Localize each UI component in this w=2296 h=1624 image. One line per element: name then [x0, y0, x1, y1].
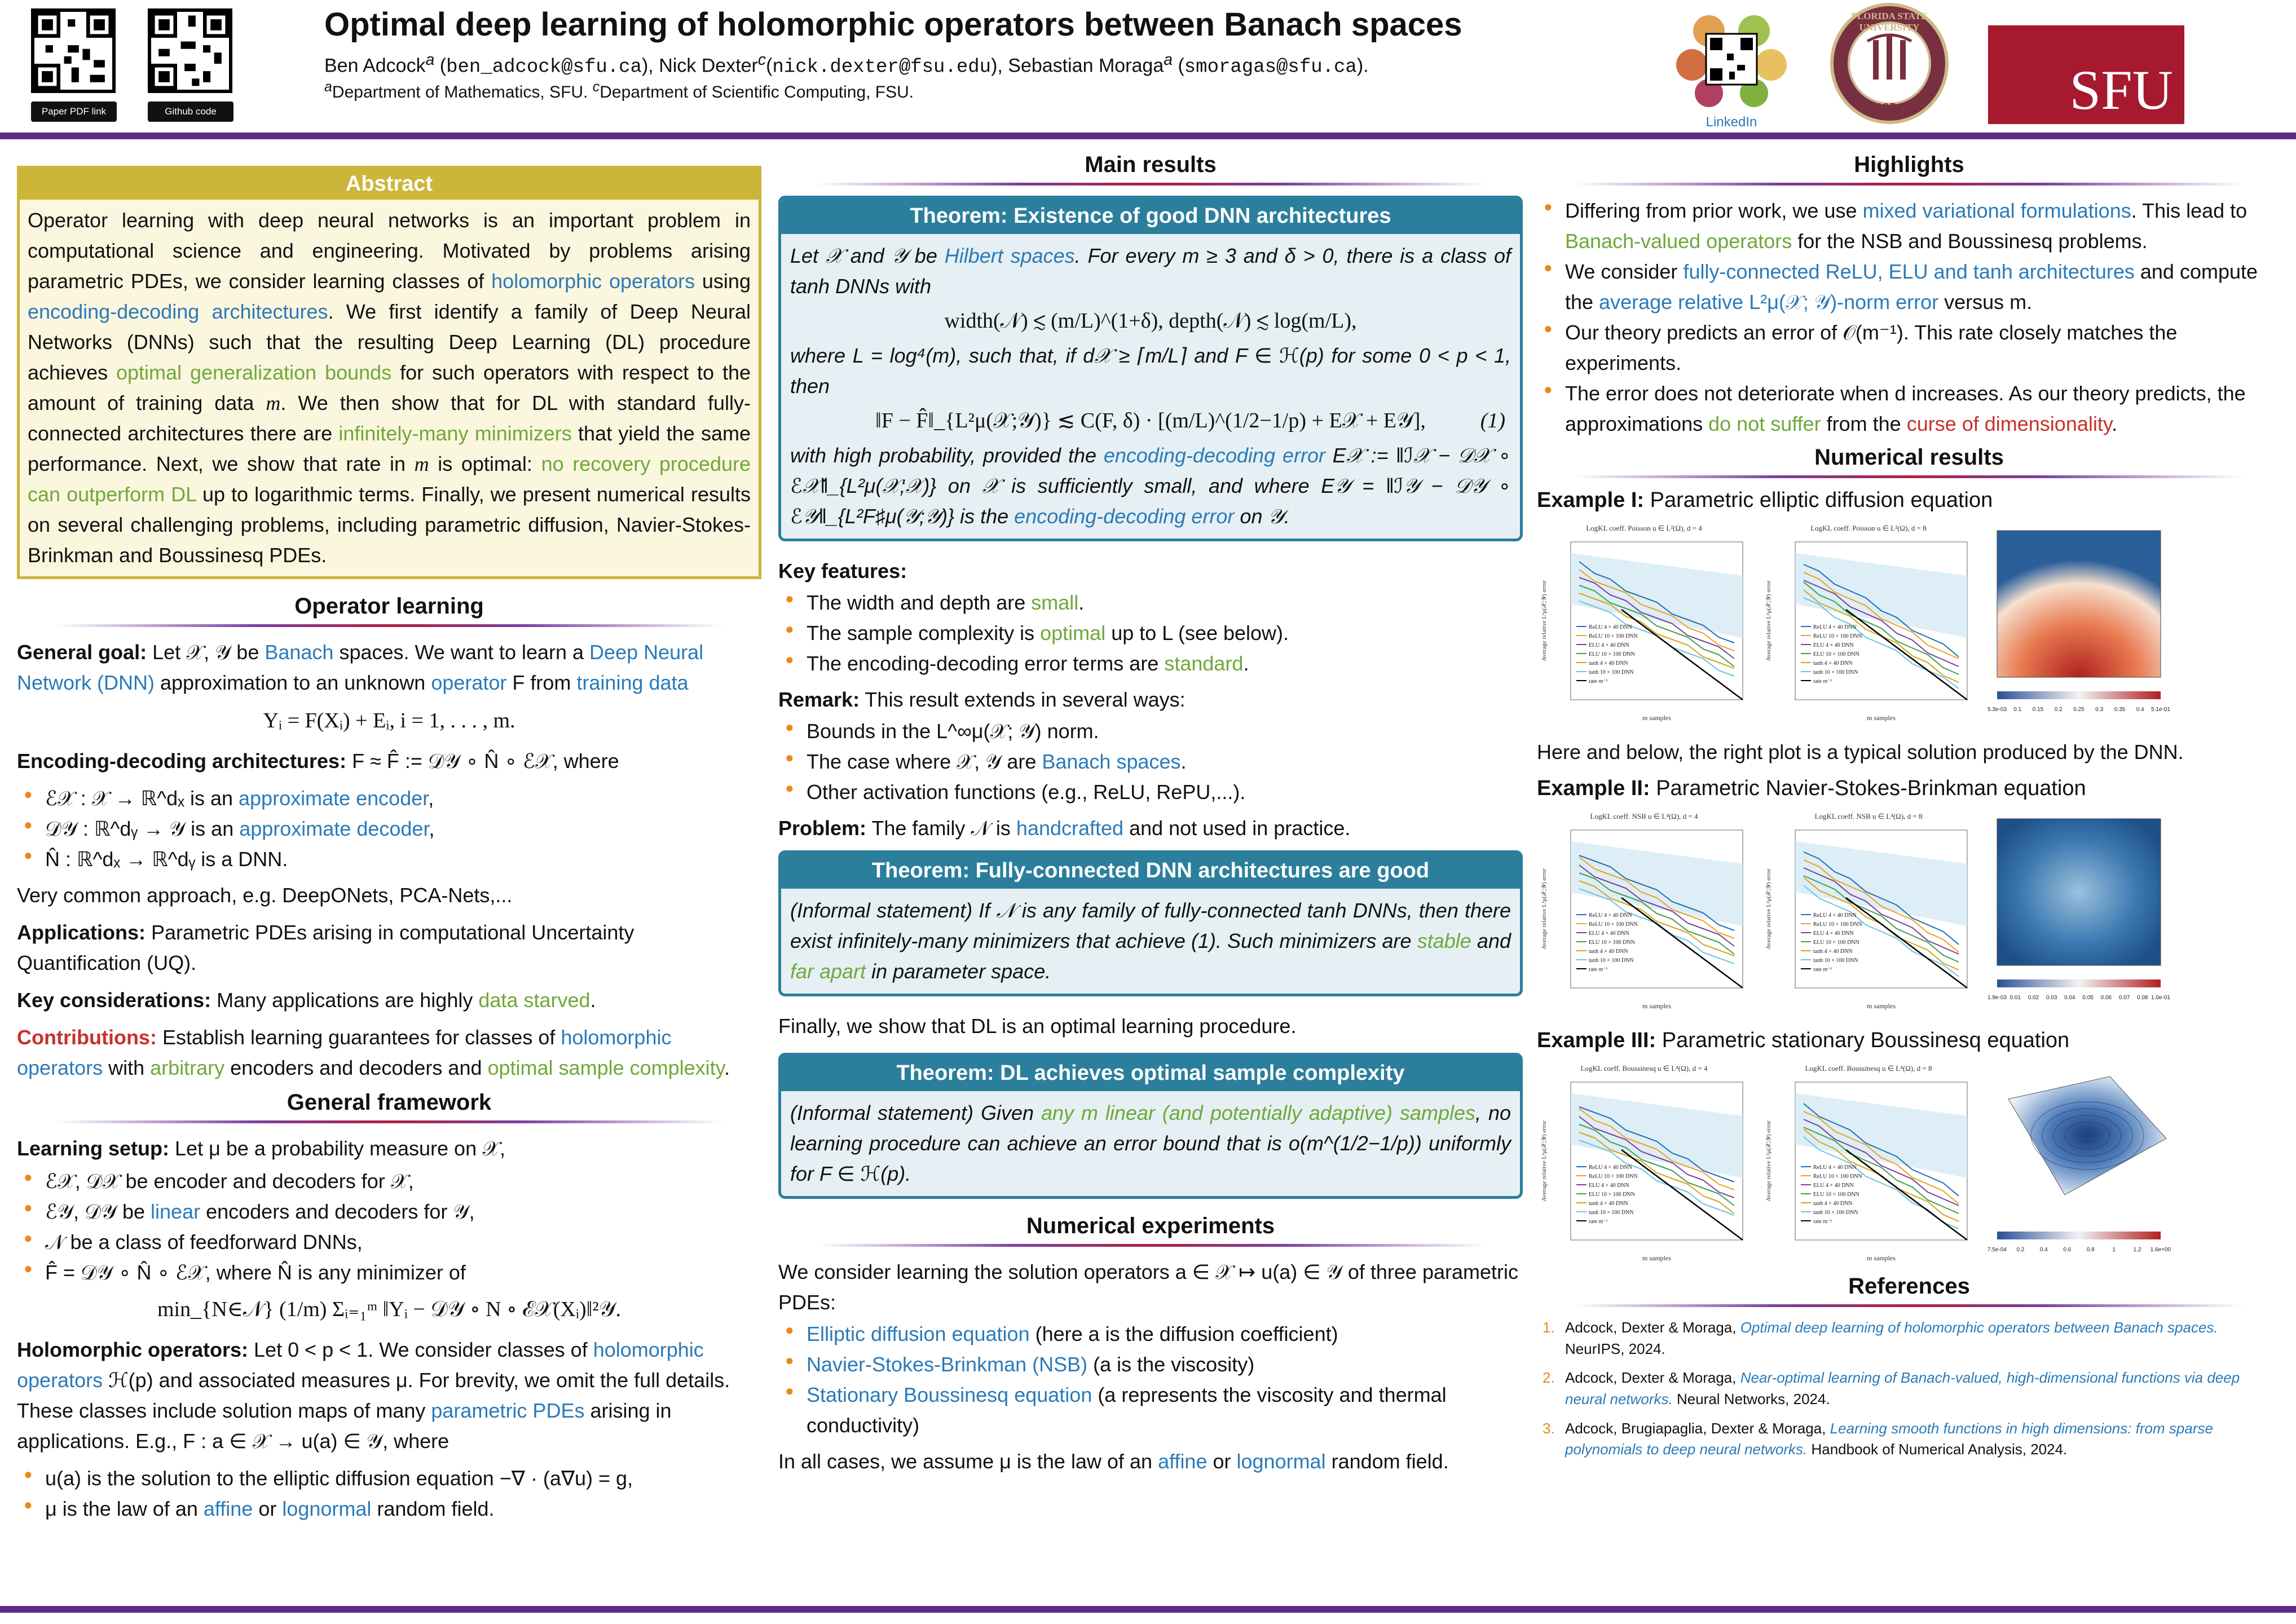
legend-label: ReLU 10 × 100 DNN [1589, 921, 1638, 928]
list-item: ● F̂ = 𝒟𝒴 ∘ N̂ ∘ ℰ𝒳, where N̂ is any minimizer of [17, 1257, 761, 1288]
example-1-figures [1537, 519, 2281, 728]
training-data-equation: Yᵢ = F(Xᵢ) + Eᵢ, i = 1, . . . , m. [263, 709, 515, 732]
colorbar [1997, 691, 2161, 699]
legend-label: ELU 10 × 100 DNN [1813, 651, 1859, 657]
abstract-title: Abstract [20, 169, 759, 200]
colorbar [1997, 1232, 2161, 1239]
author-2: Nick Dexter [659, 55, 758, 77]
legend-label: ELU 4 × 40 DNN [1589, 930, 1629, 937]
plot-ex1-d8 [1761, 519, 1976, 728]
legend-label: ELU 10 × 100 DNN [1589, 1191, 1635, 1198]
reference-item: 1. Adcock, Dexter & Moraga, Optimal deep learning of holomorphic operators between Banach spaces. NeurIPS, 2024. [1543, 1319, 2218, 1357]
paper-qr-code[interactable] [31, 8, 116, 93]
theorem-1-title: Theorem: Existence of good DNN architectures [781, 198, 1520, 234]
legend-label: ReLU 10 × 100 DNN [1813, 921, 1862, 928]
legend-label: tanh 4 × 40 DNN [1589, 948, 1628, 955]
solution-field [1997, 819, 2161, 965]
legend-label: tanh 4 × 40 DNN [1813, 1201, 1853, 1207]
legend-label: ReLU 10 × 100 DNN [1813, 1173, 1862, 1180]
colorbar-tick-label: 0.4 [2136, 707, 2144, 713]
legend-label: ReLU 10 × 100 DNN [1589, 633, 1638, 639]
general-framework-body: Learning setup: Let μ be a probability measure on 𝒳, ● ℰ𝒳, 𝒟𝒳 be encoder and decoders for 𝒳, ● ℰ𝒴, 𝒟𝒴 be linear encoders and decoders for 𝒴, ● 𝒩 be a class of feedforward DNNs, ● F̂ = 𝒟𝒴 ∘ N̂ ∘ ℰ𝒳, where N̂ is any minimizer of min_{N∈𝒩} (1/m) Σᵢ₌₁ᵐ ‖Yᵢ − 𝒟𝒴 ∘ N ∘ ℰ𝒳(Xᵢ)‖²𝒴. Holomorphic operators: Let 0 < p < 1. We consider classes of holomorphic operators ℋ(p) and associated measures μ. For brevity, we omit the full details. These classes include solution maps of many parametric PDEs arising in applications. E.g., F : a ∈ 𝒳 → u(a) ∈ 𝒴, where ● u(a) is the solution to the elliptic diffusion equation −∇ · (a∇u) = g, ● μ is the law of an affine or lognormal random field. [17, 1133, 761, 1524]
list-item: ● The error does not deteriorate when d increases. As our theory predicts, the approximations do not suffer from the curse of dimensionality. [1537, 378, 2281, 439]
legend-label: ReLU 4 × 40 DNN [1589, 1164, 1632, 1171]
poster-header [0, 0, 2296, 135]
affiliation-sfu: Department of Mathematics, SFU. [332, 83, 588, 102]
colorbar-tick-label: 0.15 [2032, 707, 2044, 713]
legend-label: rate m⁻¹ [1589, 678, 1608, 685]
legend-label: rate m⁻¹ [1813, 967, 1832, 973]
colorbar-tick-label: 0.02 [2028, 995, 2039, 1001]
legend-label: ReLU 4 × 40 DNN [1589, 624, 1632, 630]
x-axis-label: m samples [1867, 1254, 1896, 1262]
y-axis-label: Average relative L²μ(𝒳;𝒴) error [1765, 1120, 1772, 1202]
colorbar-tick-label: 1.2 [2133, 1247, 2141, 1253]
qr-icon [34, 12, 112, 90]
list-item: ● The sample complexity is optimal up to L (see below). [778, 618, 1523, 648]
author-line: Ben Adcock$^a$ (ben_adcock@sfu.ca), Nick Dexter$^c$(nick.dexter@fsu.edu), Sebastian Moraga$^a$ (smoragas@sfu.ca). [324, 51, 1369, 78]
list-item: ● ℰ𝒳 : 𝒳 → ℝ^dₓ is an approximate encoder, [17, 783, 761, 814]
theorem-3-body: (Informal statement) Given any m linear (and potentially adaptive) samples, no learning procedure can achieve an error bound that is o(m^(1/2−1/p)) uniformly for F ∈ ℋ(p). [790, 1101, 1511, 1185]
solution-field [1997, 531, 2161, 677]
list-item: ● N̂ : ℝ^dₓ → ℝ^dᵧ is a DNN. [17, 844, 761, 875]
reference-link[interactable]: Learning smooth functions in high dimensions: from sparse polynomials to deep neural networks. [1565, 1419, 2213, 1458]
width-depth-equation: width(𝒩) ≲ (m/L)^(1+δ), depth(𝒩) ≲ log(m/L), [944, 309, 1357, 333]
legend-label: ReLU 4 × 40 DNN [1589, 912, 1632, 919]
holomorphic-list [17, 1463, 761, 1524]
colorbar-tick-label: 0.04 [2064, 995, 2075, 1001]
remark-list [778, 716, 1523, 807]
list-item: ● Stationary Boussinesq equation (a represents the viscosity and thermal conductivity) [778, 1380, 1523, 1441]
legend-label: tanh 10 × 100 DNN [1589, 957, 1634, 964]
example-3-figures [1537, 1060, 2281, 1268]
colorbar-tick-label: 0.6 [2063, 1247, 2072, 1253]
legend-label: ELU 4 × 40 DNN [1589, 1182, 1629, 1189]
plot-ex2-d8 [1761, 807, 1976, 1016]
optimal-procedure-note: Finally, we show that DL is an optimal learning procedure. [778, 1014, 1297, 1038]
plot-title: LogKL coeff. Poisson u ∈ L²(Ω), d = 8 [1810, 524, 1927, 532]
colorbar-tick-label: 0.08 [2137, 995, 2148, 1001]
colorbar-tick-label: 0.03 [2046, 995, 2057, 1001]
legend-label: tanh 10 × 100 DNN [1589, 669, 1634, 676]
leaf-qr-icon [1675, 8, 1788, 121]
section-main-results-title: Main results [778, 152, 1523, 186]
list-item: ● The encoding-decoding error terms are standard. [778, 648, 1523, 679]
list-item: ● Bounds in the L^∞μ(𝒳; 𝒴) norm. [778, 716, 1523, 747]
legend-label: ReLU 4 × 40 DNN [1813, 624, 1857, 630]
list-item: ● Elliptic diffusion equation (here a is the diffusion coefficient) [778, 1319, 1523, 1349]
header-divider [0, 133, 2296, 139]
y-axis-label: Average relative L²μ(𝒳;𝒴) error [1765, 580, 1772, 661]
list-item: ● Other activation functions (e.g., ReLU, RePU,...). [778, 777, 1523, 807]
sfu-logo: SFU [1988, 25, 2184, 124]
plot-ex3-d4 [1537, 1060, 1751, 1268]
column-left [17, 152, 761, 1530]
theorem-1-box [778, 196, 1523, 541]
example-2-figures [1537, 807, 2281, 1016]
minimizer-equation: min_{N∈𝒩} (1/m) Σᵢ₌₁ᵐ ‖Yᵢ − 𝒟𝒴 ∘ N ∘ ℰ𝒳(Xᵢ)‖²𝒴. [157, 1298, 622, 1321]
common-approach-note: Very common approach, e.g. DeepONets, PCA-Nets,... [17, 884, 513, 907]
author-1: Ben Adcock [324, 55, 426, 77]
section-numerical-experiments-title: Numerical experiments [778, 1213, 1523, 1247]
colorbar-tick-label: 0.1 [2013, 707, 2022, 713]
plot-title: LogKL coeff. Boussinesq u ∈ L⁴(Ω), d = 4 [1580, 1064, 1708, 1073]
paper-pdf-link-label[interactable]: Paper PDF link [31, 102, 117, 122]
legend-label: ELU 10 × 100 DNN [1813, 1191, 1859, 1198]
x-axis-label: m samples [1867, 714, 1896, 722]
plot-title: LogKL coeff. NSB u ∈ L⁴(Ω), d = 8 [1814, 812, 1923, 820]
error-bound-equation: ‖F − F̂‖_{L²μ(𝒳;𝒴)} ≲ C(F, δ) · [(m/L)^(1/2−1/p) + E𝒳 + E𝒴], (1) [875, 409, 1505, 433]
highlights-list [1537, 196, 2281, 439]
legend-label: rate m⁻¹ [1589, 967, 1608, 973]
y-axis-label: Average relative L²μ(𝒳;𝒴) error [1541, 868, 1548, 950]
legend-label: ReLU 10 × 100 DNN [1813, 633, 1862, 639]
theorem-3-title: Theorem: DL achieves optimal sample complexity [781, 1056, 1520, 1091]
list-item: ● The width and depth are small. [778, 588, 1523, 618]
section-operator-learning-title: Operator learning [17, 594, 761, 627]
colorbar-tick-label: 1.6e+00 [2150, 1247, 2171, 1253]
x-axis-label: m samples [1642, 1002, 1671, 1010]
legend-label: tanh 10 × 100 DNN [1813, 957, 1858, 964]
author-3: Sebastian Moraga [1008, 55, 1164, 77]
numerical-experiments-body: We consider learning the solution operators a ∈ 𝒳 ↦ u(a) ∈ 𝒴 of three parametric PDEs: ● Elliptic diffusion equation (here a is the diffusion coefficient) ● Navier-Stokes-Brinkman (NSB) (a is the viscosity) ● Stationary Boussinesq equation (a represents the viscosity and thermal conductivity) In all cases, we assume μ is the law of an affine or lognormal random field. [778, 1257, 1523, 1477]
theorem-3-box [778, 1053, 1523, 1199]
section-general-framework-title: General framework [17, 1090, 761, 1123]
y-axis-label: Average relative L²μ(𝒳;𝒴) error [1541, 1120, 1548, 1202]
colorbar-tick-label: 0.2 [2016, 1247, 2025, 1253]
list-item: ● 𝒟𝒴 : ℝ^dᵧ → 𝒴 is an approximate decoder, [17, 814, 761, 844]
legend-label: tanh 4 × 40 DNN [1813, 660, 1853, 667]
section-references-title: References [1537, 1274, 2281, 1307]
author-2-email[interactable]: nick.dexter@fsu.edu [772, 56, 991, 78]
legend-label: ReLU 4 × 40 DNN [1813, 1164, 1857, 1171]
plot-title: LogKL coeff. Boussinesq u ∈ L⁴(Ω), d = 8 [1805, 1064, 1932, 1073]
example-note: Here and below, the right plot is a typical solution produced by the DNN. [1537, 740, 2184, 764]
footer-divider [0, 1606, 2296, 1613]
colorbar-tick-label: 5.1e-01 [2151, 707, 2170, 713]
reference-item: 2. Adcock, Dexter & Moraga, Near-optimal learning of Banach-valued, high-dimensional functions via deep neural networks. Neural Networks, 2024. [1543, 1369, 2240, 1408]
legend-label: ReLU 4 × 40 DNN [1813, 912, 1857, 919]
y-axis-label: Average relative L²μ(𝒳;𝒴) error [1541, 580, 1548, 661]
legend-label: ELU 10 × 100 DNN [1813, 939, 1859, 946]
theorem-1-body: Let 𝒳 and 𝒴 be Hilbert spaces. For every m ≥ 3 and δ > 0, there is a class of tanh DNNs with width(𝒩) ≲ (m/L)^(1+δ), depth(𝒩) ≲ log(m/L), where L = log⁴(m), such that, if d𝒳 ≥ ⌈m/L⌉ and F ∈ ℋ(p) for some 0 < p < 1, then ‖F − F̂‖_{L²μ(𝒳;𝒴)} ≲ C(F, δ) · [(m/L)^(1/2−1/p) + E𝒳 + E𝒴], (1) with high probability, provided the encoding-decoding error E𝒳 := ‖ℐ𝒳 − 𝒟𝒳 ∘ ℰ𝒳‖_{L²μ(𝒳;𝒳)} on 𝒳 is sufficiently small, and where E𝒴 = ‖ℐ𝒴 − 𝒟𝒴 ∘ ℰ𝒴‖_{L²F♯μ(𝒴;𝒴)} is the encoding-decoding error on 𝒴. [790, 244, 1511, 528]
colorbar-tick-label: 1.0e-01 [2151, 995, 2170, 1001]
legend-label: ReLU 10 × 100 DNN [1589, 1173, 1638, 1180]
fsu-seal-text: FLORIDA STATE UNIVERSITY [1851, 11, 1928, 33]
solution-ex1 [1986, 519, 2178, 728]
plot-ex1-d4 [1537, 519, 1751, 728]
list-item: ● The case where 𝒳, 𝒴 are Banach spaces. [778, 747, 1523, 777]
colorbar-tick-label: 0.3 [2095, 707, 2104, 713]
reference-link[interactable]: Optimal deep learning of holomorphic operators between Banach spaces. [1740, 1319, 2218, 1336]
colorbar-tick-label: 7.5e-04 [1987, 1247, 2007, 1253]
example-1-title: Example I: Parametric elliptic diffusion equation [1537, 488, 1993, 512]
theorem-2-body: (Informal statement) If 𝒩 is any family of fully-connected tanh DNNs, then there exist infinitely-many minimizers that achieve (1). Such minimizers are stable and far apart in parameter space. [790, 899, 1511, 983]
legend-label: tanh 4 × 40 DNN [1589, 660, 1628, 667]
pde-list [778, 1319, 1523, 1441]
colorbar-tick-label: 0.35 [2114, 707, 2126, 713]
colorbar-tick-label: 0.8 [2086, 1247, 2095, 1253]
legend-label: tanh 4 × 40 DNN [1813, 948, 1853, 955]
plot-ex2-d4 [1537, 807, 1751, 1016]
list-item: ● We consider fully-connected ReLU, ELU and tanh architectures and compute the average relative L²μ(𝒳; 𝒴)-norm error versus m. [1537, 257, 2281, 317]
linkedin-qr-logo[interactable] [1675, 8, 1788, 130]
operator-learning-body: General goal: Let 𝒳, 𝒴 be Banach spaces. We want to learn a Deep Neural Network (DNN) approximation to an unknown operator F from training data Yᵢ = F(Xᵢ) + Eᵢ, i = 1, . . . , m. Encoding-decoding architectures: F ≈ F̂ := 𝒟𝒴 ∘ N̂ ∘ ℰ𝒳, where ● ℰ𝒳 : 𝒳 → ℝ^dₓ is an approximate encoder, ● 𝒟𝒴 : ℝ^dᵧ → 𝒴 is an approximate decoder, ● N̂ : ℝ^dₓ → ℝ^dᵧ is a DNN. Very common approach, e.g. DeepONets, PCA-Nets,... Applications: Parametric PDEs arising in computational Uncertainty Quantification (UQ). Key considerations: Many applications are highly data starved. Contributions: Establish learning guarantees for classes of holomorphic operators with arbitrary encoders and decoders and optimal sample complexity. [17, 637, 761, 1083]
list-item: ● ℰ𝒴, 𝒟𝒴 be linear encoders and decoders for 𝒴, [17, 1197, 761, 1227]
qr-icon [151, 12, 229, 90]
plot-title: LogKL coeff. NSB u ∈ L⁴(Ω), d = 4 [1590, 812, 1698, 820]
colorbar-tick-label: 0.07 [2118, 995, 2130, 1001]
list-item: ● u(a) is the solution to the elliptic diffusion equation −∇ · (a∇u) = g, [17, 1463, 761, 1494]
theorem-2-box [778, 850, 1523, 996]
key-features-body: Key features: ● The width and depth are small. ● The sample complexity is optimal up to L (see below). ● The encoding-decoding error terms are standard. Remark: This result extends in several ways: ● Bounds in the L^∞μ(𝒳; 𝒴) norm. ● The case where 𝒳, 𝒴 are Banach spaces. ● Other activation functions (e.g., ReLU, RePU,...). Problem: The family 𝒩 is handcrafted and not used in practice. [778, 556, 1523, 844]
list-item: ● ℰ𝒳, 𝒟𝒳 be encoder and decoders for 𝒳, [17, 1166, 761, 1197]
author-3-email[interactable]: smoragas@sfu.ca [1184, 56, 1357, 78]
legend-label: tanh 10 × 100 DNN [1813, 669, 1858, 676]
section-numerical-results-title: Numerical results [1537, 445, 2281, 478]
x-axis-label: m samples [1642, 714, 1671, 722]
x-axis-label: m samples [1642, 1254, 1671, 1262]
legend-label: ELU 10 × 100 DNN [1589, 939, 1635, 946]
github-qr-code[interactable] [148, 8, 232, 93]
section-highlights-title: Highlights [1537, 152, 2281, 186]
fsu-seal-year: 1851 [1876, 101, 1903, 116]
github-code-label[interactable]: Github code [148, 102, 233, 122]
legend-label: ELU 4 × 40 DNN [1589, 642, 1629, 648]
list-item: ● Navier-Stokes-Brinkman (NSB) (a is the viscosity) [778, 1349, 1523, 1380]
legend-label: tanh 10 × 100 DNN [1589, 1210, 1634, 1216]
example-2-title: Example II: Parametric Navier-Stokes-Brinkman equation [1537, 776, 2086, 800]
solution-ex3 [1986, 1060, 2178, 1268]
setup-list [17, 1166, 761, 1288]
legend-label: rate m⁻¹ [1589, 1219, 1608, 1225]
column-right [1537, 152, 2281, 1468]
list-item: ● Our theory predicts an error of 𝒪(m⁻¹). This rate closely matches the experiments. [1537, 317, 2281, 378]
fsu-seal-logo [1830, 3, 1949, 124]
legend-label: ELU 4 × 40 DNN [1813, 1182, 1854, 1189]
poster-title: Optimal deep learning of holomorphic operators between Banach spaces [324, 6, 1462, 43]
colorbar-tick-label: 0.01 [2009, 995, 2021, 1001]
legend-label: ELU 4 × 40 DNN [1813, 930, 1854, 937]
colorbar-tick-label: 0.25 [2073, 707, 2085, 713]
x-axis-label: m samples [1867, 1002, 1896, 1010]
legend-label: tanh 4 × 40 DNN [1589, 1201, 1628, 1207]
colorbar-tick-label: 0.4 [2039, 1247, 2048, 1253]
theorem-2-title: Theorem: Fully-connected DNN architectures are good [781, 853, 1520, 889]
abstract-box [17, 166, 761, 579]
reference-link[interactable]: Near-optimal learning of Banach-valued, high-dimensional functions via deep neural networks. [1565, 1369, 2240, 1408]
list-item: ● μ is the law of an affine or lognormal random field. [17, 1494, 761, 1524]
colorbar-tick-label: 0.06 [2100, 995, 2112, 1001]
legend-label: rate m⁻¹ [1813, 678, 1832, 685]
legend-label: ELU 10 × 100 DNN [1589, 651, 1635, 657]
key-features-list [778, 588, 1523, 679]
colorbar [1997, 979, 2161, 987]
plot-title: LogKL coeff. Poisson u ∈ L²(Ω), d = 4 [1586, 524, 1702, 532]
solution-ex2 [1986, 807, 2178, 1016]
legend-label: tanh 10 × 100 DNN [1813, 1210, 1858, 1216]
affiliations: $^a$Department of Mathematics, SFU. $^c$Department of Scientific Computing, FSU. [324, 79, 914, 102]
y-axis-label: Average relative L²μ(𝒳;𝒴) error [1765, 868, 1772, 950]
author-1-email[interactable]: ben_adcock@sfu.ca [446, 56, 642, 78]
plot-ex3-d8 [1761, 1060, 1976, 1268]
example-3-title: Example III: Parametric stationary Boussinesq equation [1537, 1029, 2070, 1052]
abstract-body: Operator learning with deep neural networks is an important problem in computational science and engineering. Motivated by problems arising parametric PDEs, we consider learning classes of holomorphic operators using encoding-decoding architectures. We first identify a family of Deep Neural Networks (DNNs) such that the resulting Deep Learning (DL) procedure achieves optimal generalization bounds for such operators with respect to the amount of training data m. We then show that for DL with standard fully-connected architectures there are infinitely-many minimizers that yield the same performance. Next, we show that rate in m is optimal: no recovery procedure can outperform DL up to logarithmic terms. Finally, we present numerical results on several challenging problems, including parametric diffusion, Navier-Stokes-Brinkman and Boussinesq PDEs. [28, 209, 751, 567]
solution-field [2008, 1076, 2166, 1195]
colorbar-tick-label: 0.05 [2082, 995, 2094, 1001]
linkedin-label[interactable]: LinkedIn [1706, 114, 1757, 130]
references-list [1537, 1317, 2281, 1460]
reference-item: 3. Adcock, Brugiapaglia, Dexter & Moraga, Learning smooth functions in high dimensions: from sparse polynomials to deep neural networks. Handbook of Numerical Analysis, 2024. [1543, 1419, 2213, 1458]
colorbar-tick-label: 1.9e-03 [1987, 995, 2007, 1001]
column-middle [778, 152, 1523, 1484]
encoder-list [17, 783, 761, 875]
colorbar-tick-label: 1 [2112, 1247, 2116, 1253]
legend-label: ELU 4 × 40 DNN [1813, 642, 1854, 648]
affiliation-fsu: Department of Scientific Computing, FSU. [600, 83, 914, 102]
colorbar-tick-label: 5.3e-03 [1987, 707, 2007, 713]
list-item: ● 𝒩 be a class of feedforward DNNs, [17, 1227, 761, 1257]
colorbar-tick-label: 0.2 [2054, 707, 2063, 713]
list-item: ● Differing from prior work, we use mixed variational formulations. This lead to Banach-valued operators for the NSB and Boussinesq problems. [1537, 196, 2281, 257]
legend-label: rate m⁻¹ [1813, 1219, 1832, 1225]
